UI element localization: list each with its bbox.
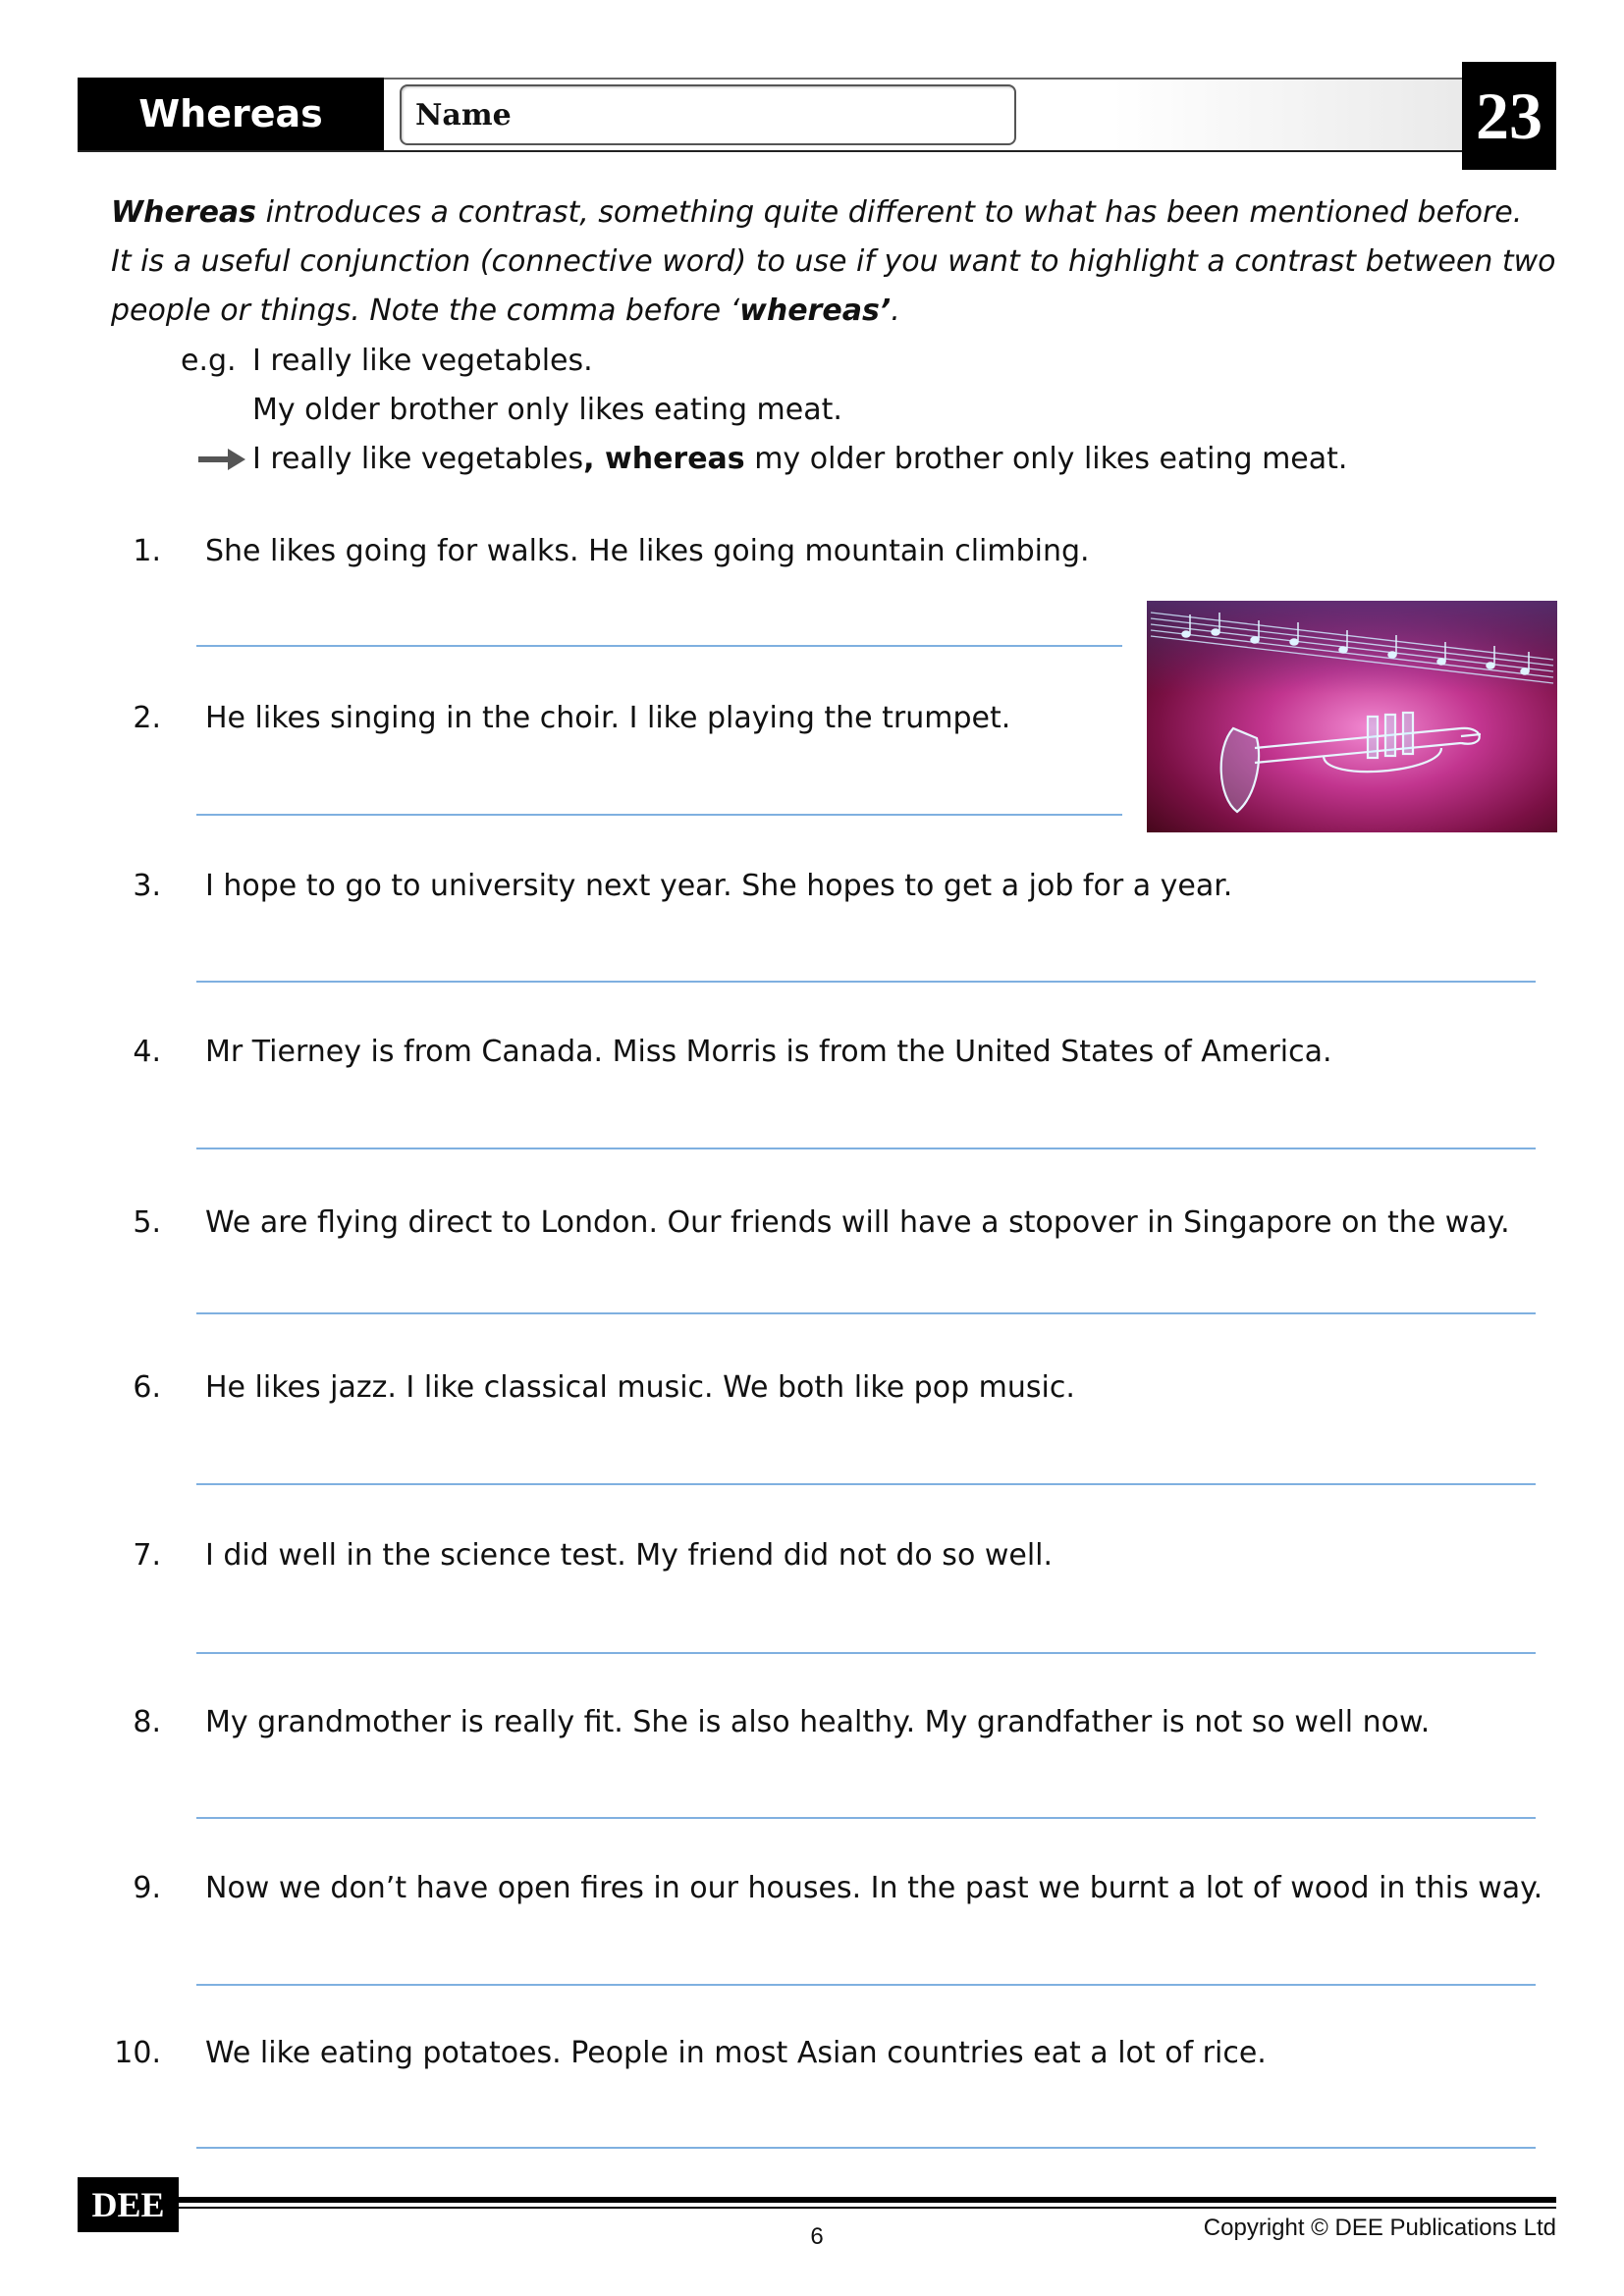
answer-line-10[interactable] (196, 2147, 1536, 2149)
worksheet-number: 23 (1462, 62, 1556, 170)
example-prefix: e.g. (181, 344, 237, 378)
question-number: 7. (133, 1538, 161, 1573)
intro-keyword: Whereas (111, 195, 257, 230)
question-4 (0, 1023, 1624, 1082)
worksheet-title: Whereas (78, 78, 384, 150)
intro-paragraph (111, 188, 1556, 336)
example-combined-part1: I really like vegetables (252, 442, 584, 476)
question-number: 8. (133, 1705, 161, 1739)
question-text: She likes going for walks. He likes going mountain climbing. (205, 534, 1090, 568)
question-8 (0, 1693, 1624, 1752)
intro-line1: introduces a contrast, something quite different to what has been mentioned before. (256, 195, 1523, 230)
question-text: My grandmother is really fit. She is also healthy. My grandfather is not so well now. (205, 1705, 1431, 1739)
question-text: Now we don’t have open fires in our houses. In the past we burnt a lot of wood in this way. (205, 1871, 1543, 1905)
example-combined-keyword: , whereas (583, 442, 745, 476)
answer-line-3[interactable] (196, 981, 1536, 983)
question-text: He likes jazz. I like classical music. We both like pop music. (205, 1370, 1075, 1405)
question-number: 2. (133, 701, 161, 735)
page-number: 6 (810, 2223, 824, 2250)
answer-line-5[interactable] (196, 1312, 1536, 1314)
answer-line-7[interactable] (196, 1652, 1536, 1654)
example-combined-part2: my older brother only likes eating meat. (744, 442, 1348, 476)
trumpet-image (1147, 601, 1557, 832)
footer-rule-thin (179, 2207, 1556, 2209)
question-number: 3. (133, 869, 161, 903)
intro-line3: people or things. Note the comma before ‘ (111, 294, 740, 328)
example-sentence-2: My older brother only likes eating meat. (252, 393, 842, 427)
question-text: We like eating potatoes. People in most Asian countries eat a lot of rice. (205, 2036, 1267, 2070)
question-7 (0, 1526, 1624, 1585)
answer-line-2[interactable] (196, 814, 1122, 816)
example-combined (252, 435, 1347, 484)
right-arrow-icon (198, 449, 245, 470)
footer-rule (179, 2197, 1556, 2203)
answer-line-1[interactable] (196, 645, 1122, 647)
answer-line-8[interactable] (196, 1817, 1536, 1819)
publisher-logo: DEE (78, 2177, 179, 2232)
question-number: 4. (133, 1035, 161, 1069)
question-number: 9. (133, 1871, 161, 1905)
question-9 (0, 1859, 1624, 1918)
question-text: Mr Tierney is from Canada. Miss Morris is from the United States of America. (205, 1035, 1332, 1069)
question-text: We are flying direct to London. Our friends will have a stopover in Singapore on the way. (205, 1205, 1510, 1240)
answer-line-6[interactable] (196, 1483, 1536, 1485)
question-number: 1. (133, 534, 161, 568)
answer-line-9[interactable] (196, 1984, 1536, 1986)
answer-line-4[interactable] (196, 1148, 1536, 1149)
question-3 (0, 857, 1624, 916)
question-6 (0, 1359, 1624, 1417)
question-text: I hope to go to university next year. She hopes to get a job for a year. (205, 869, 1233, 903)
name-field[interactable] (400, 84, 1016, 145)
intro-line3-keyword: whereas’ (739, 294, 892, 328)
question-text: I did well in the science test. My friend did not do so well. (205, 1538, 1054, 1573)
question-1 (0, 522, 1624, 581)
intro-line2: It is a useful conjunction (connective word) to use if you want to highlight a contrast between two (111, 244, 1556, 279)
copyright-notice: Copyright © DEE Publications Ltd (1203, 2215, 1556, 2241)
question-number: 10. (114, 2036, 161, 2070)
example-sentence-1: I really like vegetables. (252, 344, 593, 378)
question-number: 5. (133, 1205, 161, 1240)
trumpet-picture (1147, 601, 1557, 832)
name-label: Name (415, 98, 512, 133)
question-5 (0, 1194, 1624, 1253)
question-number: 6. (133, 1370, 161, 1405)
intro-line3-end: . (891, 294, 900, 328)
question-text: He likes singing in the choir. I like playing the trumpet. (205, 701, 1011, 735)
question-10 (0, 2024, 1624, 2083)
